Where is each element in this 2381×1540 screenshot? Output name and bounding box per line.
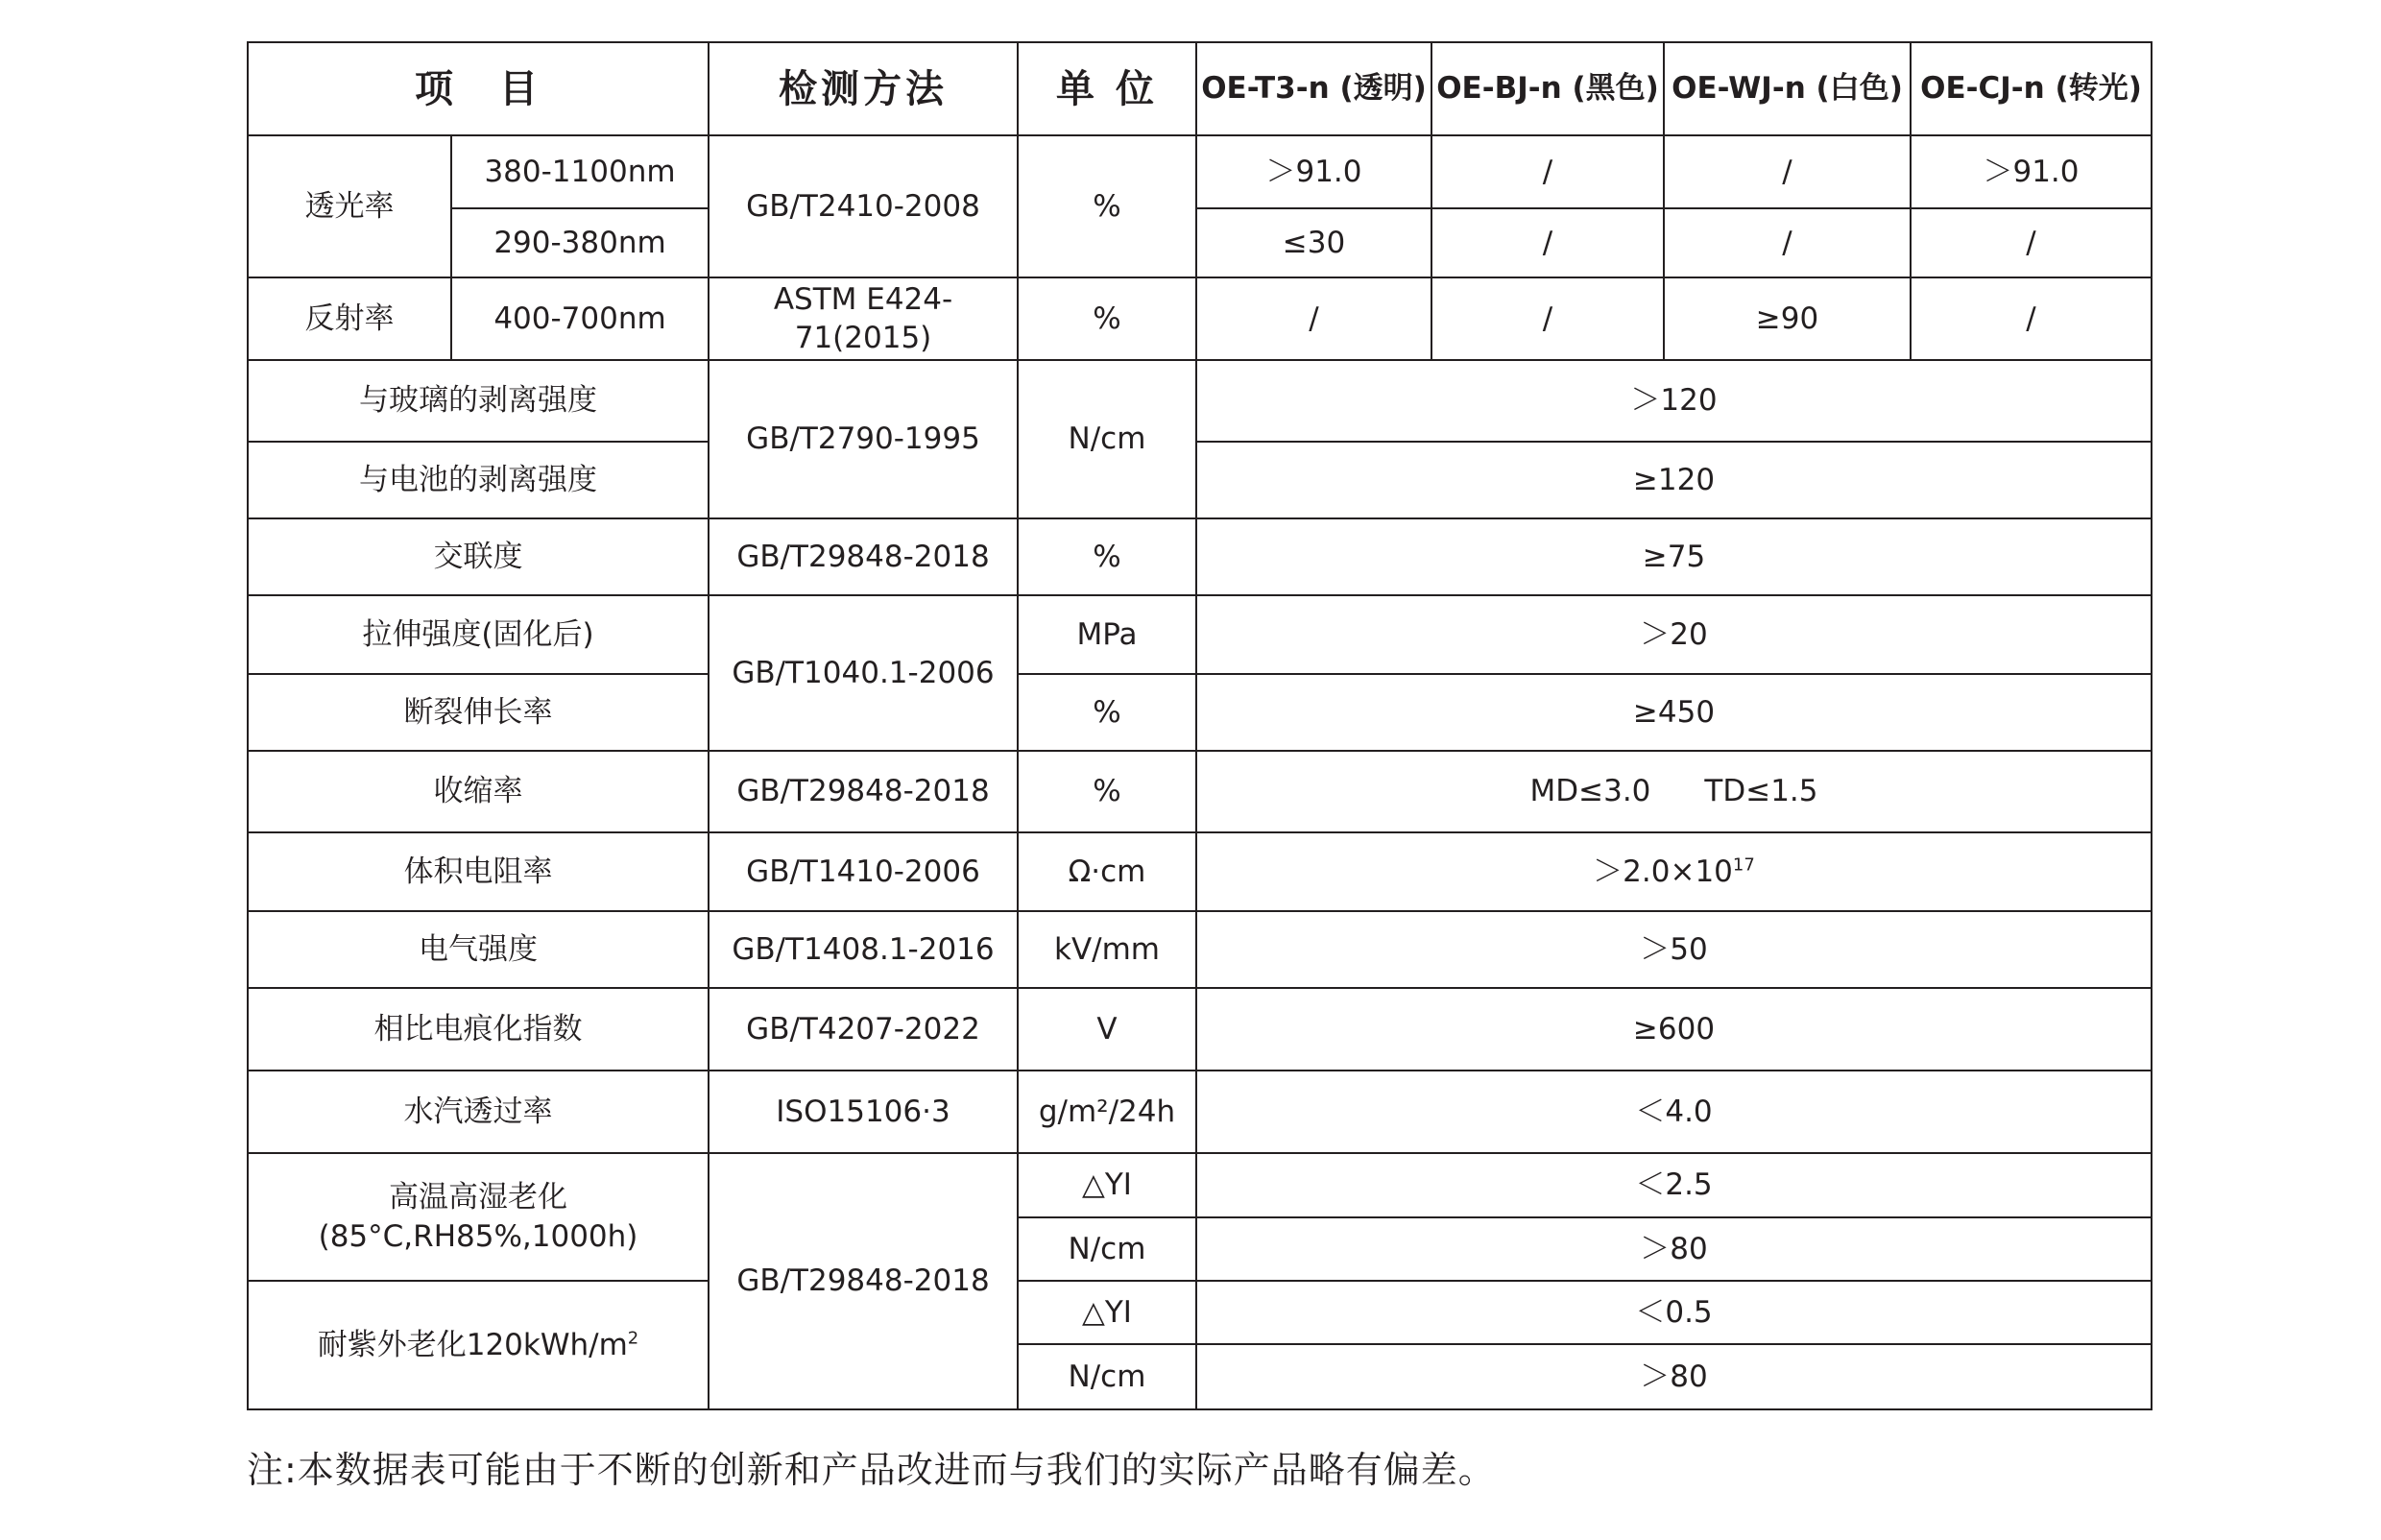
damp-heat-unit-yi: △YI [1018, 1153, 1196, 1217]
aging-method: GB/T29848-2018 [709, 1153, 1018, 1409]
table-row [248, 442, 2152, 518]
uv-aging-label [248, 1281, 709, 1409]
table-cell: / [1431, 277, 1664, 360]
reflectance-range: 400-700nm [451, 277, 709, 360]
peel-glass-value: ＞120 [1196, 360, 2152, 442]
table-row [248, 518, 2152, 595]
table-cell: / [1911, 208, 2152, 277]
tensile-method: GB/T1040.1-2006 [709, 595, 1018, 751]
wvtr-method: ISO15106·3 [709, 1071, 1018, 1153]
table-row [248, 360, 2152, 442]
table-row [248, 911, 2152, 988]
table-cell: / [1196, 277, 1431, 360]
damp-heat-value-yi: ＜2.5 [1196, 1153, 2152, 1217]
transmittance-method: GB/T2410-2008 [709, 135, 1018, 277]
reflectance-method: ASTM E424-71(2015) [709, 277, 1018, 360]
resistivity-value [1196, 832, 2152, 911]
wvtr-value: ＜4.0 [1196, 1071, 2152, 1153]
dielectric-method: GB/T1408.1-2016 [709, 911, 1018, 988]
damp-heat-label [248, 1153, 709, 1281]
tensile-unit: MPa [1018, 595, 1196, 674]
damp-heat-value-peel: ＞80 [1196, 1217, 2152, 1281]
header-unit: 单 位 [1018, 42, 1196, 135]
header-product-cj: OE-CJ-n (转光) [1911, 42, 2152, 135]
shrinkage-md: MD≤3.0 [1529, 774, 1651, 809]
resistivity-base: ＞2.0×10 [1593, 854, 1733, 889]
table-row [248, 1281, 2152, 1344]
reflectance-label: 反射率 [248, 277, 451, 360]
cti-label: 相比电痕化指数 [248, 988, 709, 1071]
reflectance-unit: % [1018, 277, 1196, 360]
cti-method: GB/T4207-2022 [709, 988, 1018, 1071]
resistivity-exponent: 17 [1732, 854, 1755, 876]
dielectric-unit: kV/mm [1018, 911, 1196, 988]
footnote: 注:本数据表可能由于不断的创新和产品改进而与我们的实际产品略有偏差。 [247, 1449, 1496, 1491]
header-method: 检测方法 [709, 42, 1018, 135]
elongation-label: 断裂伸长率 [248, 674, 709, 751]
uv-value-peel: ＞80 [1196, 1344, 2152, 1409]
shrinkage-value [1196, 751, 2152, 832]
uv-unit-peel: N/cm [1018, 1344, 1196, 1409]
damp-heat-unit-peel: N/cm [1018, 1217, 1196, 1281]
table-cell: ＞91.0 [1911, 135, 2152, 208]
peel-glass-label: 与玻璃的剥离强度 [248, 360, 709, 442]
table-cell: ≤30 [1196, 208, 1431, 277]
table-row [248, 595, 2152, 674]
uv-value-yi: ＜0.5 [1196, 1281, 2152, 1344]
crosslink-value: ≥75 [1196, 518, 2152, 595]
peel-battery-label: 与电池的剥离强度 [248, 442, 709, 518]
transmittance-label: 透光率 [248, 135, 451, 277]
resistivity-unit: Ω·cm [1018, 832, 1196, 911]
uv-aging-label-text: 耐紫外老化120kWh/m [317, 1327, 628, 1362]
table-cell: / [1664, 208, 1911, 277]
transmittance-unit: % [1018, 135, 1196, 277]
peel-battery-value: ≥120 [1196, 442, 2152, 518]
wvtr-unit: g/m²/24h [1018, 1071, 1196, 1153]
table-row [248, 277, 2152, 360]
peel-method: GB/T2790-1995 [709, 360, 1018, 518]
transmittance-range: 380-1100nm [451, 135, 709, 208]
header-product-wj: OE-WJ-n (白色) [1664, 42, 1911, 135]
shrinkage-unit: % [1018, 751, 1196, 832]
elongation-unit: % [1018, 674, 1196, 751]
table-row [248, 674, 2152, 751]
crosslink-label: 交联度 [248, 518, 709, 595]
cti-unit: V [1018, 988, 1196, 1071]
header-row [248, 42, 2152, 135]
table-row [248, 208, 2152, 277]
table-row [248, 751, 2152, 832]
dielectric-value: ＞50 [1196, 911, 2152, 988]
table-cell: / [1664, 135, 1911, 208]
header-product-t3: OE-T3-n (透明) [1196, 42, 1431, 135]
table-cell: / [1431, 135, 1664, 208]
table-row [248, 1071, 2152, 1153]
shrinkage-method: GB/T29848-2018 [709, 751, 1018, 832]
resistivity-label: 体积电阻率 [248, 832, 709, 911]
crosslink-method: GB/T29848-2018 [709, 518, 1018, 595]
table-cell: ＞91.0 [1196, 135, 1431, 208]
uv-unit-yi: △YI [1018, 1281, 1196, 1344]
tensile-value: ＞20 [1196, 595, 2152, 674]
table-row [248, 135, 2152, 208]
table-row [248, 1153, 2152, 1217]
table-cell: / [1431, 208, 1664, 277]
shrinkage-label: 收缩率 [248, 751, 709, 832]
damp-heat-label-line1: 高温高湿老化 [389, 1180, 567, 1215]
uv-aging-label-exponent: 2 [627, 1328, 639, 1349]
transmittance-range: 290-380nm [451, 208, 709, 277]
wvtr-label: 水汽透过率 [248, 1071, 709, 1153]
crosslink-unit: % [1018, 518, 1196, 595]
damp-heat-label-line2: (85°C,RH85%,1000h) [318, 1218, 638, 1254]
resistivity-method: GB/T1410-2006 [709, 832, 1018, 911]
peel-unit: N/cm [1018, 360, 1196, 518]
header-product-bj: OE-BJ-n (黑色) [1431, 42, 1664, 135]
elongation-value: ≥450 [1196, 674, 2152, 751]
tensile-label: 拉伸强度(固化后) [248, 595, 709, 674]
shrinkage-td: TD≤1.5 [1704, 774, 1818, 809]
table-cell: / [1911, 277, 2152, 360]
table-cell: ≥90 [1664, 277, 1911, 360]
table-row [248, 988, 2152, 1071]
cti-value: ≥600 [1196, 988, 2152, 1071]
dielectric-label: 电气强度 [248, 911, 709, 988]
header-item: 项 目 [248, 42, 709, 135]
spec-table [247, 41, 2153, 1410]
table-row [248, 832, 2152, 911]
